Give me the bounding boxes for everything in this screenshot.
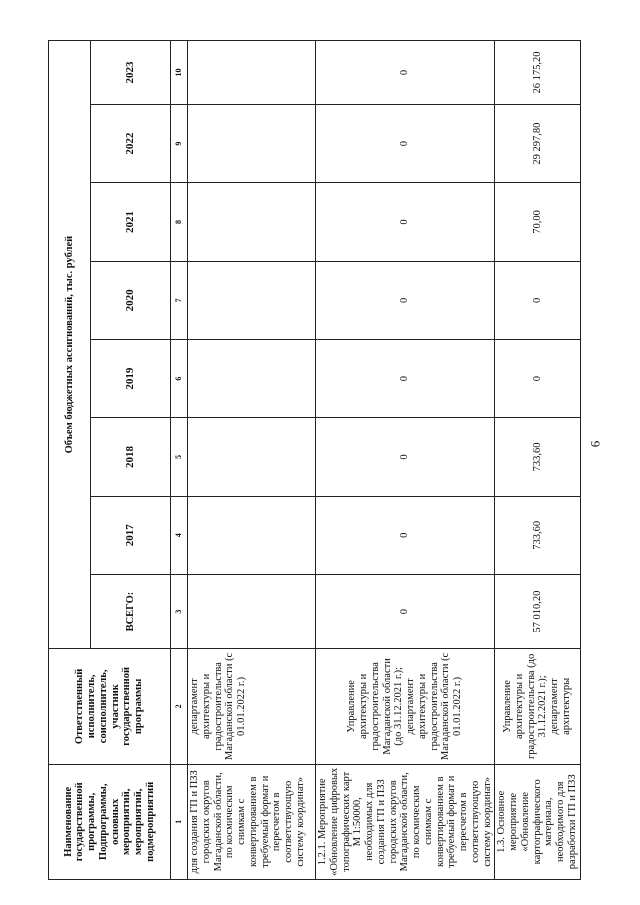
column-number: 9 <box>171 104 188 182</box>
header-year: 2020 <box>91 261 171 339</box>
row-value <box>188 41 316 105</box>
row-value <box>188 104 316 182</box>
header-total: ВСЕГО: <box>91 574 171 648</box>
column-number: 5 <box>171 418 188 496</box>
column-number: 10 <box>171 41 188 105</box>
column-number: 6 <box>171 339 188 417</box>
rotated-table-container <box>48 40 584 880</box>
column-number: 8 <box>171 183 188 261</box>
row-executor: Управление архитектуры и градостроительства (до 31.12.2021 г.); департамент архитектуры <box>495 649 580 764</box>
row-value: 733,60 <box>495 418 580 496</box>
row-value: 0 <box>316 496 495 574</box>
column-number: 7 <box>171 261 188 339</box>
row-value: 0 <box>495 339 580 417</box>
header-year: 2017 <box>91 496 171 574</box>
row-value: 0 <box>316 574 495 648</box>
row-value: 26 175,20 <box>495 41 580 105</box>
table-row <box>316 41 495 880</box>
row-value: 70,00 <box>495 183 580 261</box>
row-executor: департамент архитектуры и градостроительства Магаданской области (с 01.01.2022 г.) <box>188 649 316 764</box>
row-value <box>188 418 316 496</box>
column-number: 1 <box>171 764 188 879</box>
table-row <box>188 41 316 880</box>
header-year: 2019 <box>91 339 171 417</box>
row-name: 1.3. Основное мероприятие «Обновление картографического материала, необходимого для разработки ГП и ПЗЗ <box>495 764 580 879</box>
page-number: 6 <box>587 440 603 448</box>
row-value <box>188 183 316 261</box>
column-number: 4 <box>171 496 188 574</box>
header-budget-title: Объем бюджетных ассигнований, тыс. рублей <box>49 41 91 649</box>
row-name: для создания ГП и ПЗЗ городских округов Магаданской области, по космическим снимкам с конвертированием в требуемый формат и пересчетом в соответствующую систему координат» <box>188 764 316 879</box>
row-value: 0 <box>316 261 495 339</box>
row-value: 29 297,80 <box>495 104 580 182</box>
row-value <box>188 496 316 574</box>
row-value <box>188 339 316 417</box>
header-year: 2018 <box>91 418 171 496</box>
row-name: 1.2.1. Мероприятие «Обновление цифровых топографических карт М 1:50000, необходимых для создания ГП и ПЗЗ городских округов Магаданской области, по космическим снимкам с конвертированием в требуемый формат и пересчетом в соответствующую систему координат» <box>316 764 495 879</box>
row-value: 0 <box>316 104 495 182</box>
row-value: 733,60 <box>495 496 580 574</box>
row-value: 0 <box>316 41 495 105</box>
row-value: 57 010,20 <box>495 574 580 648</box>
row-executor: Управление архитектуры и градостроительства Магаданской области (до 31.12.2021 г.); департамент архитектуры и градостроительства Магаданской области (с 01.01.2022 г.) <box>316 649 495 764</box>
row-value <box>188 261 316 339</box>
table-row <box>495 41 580 880</box>
column-number: 3 <box>171 574 188 648</box>
row-value: 0 <box>316 183 495 261</box>
row-value: 0 <box>316 418 495 496</box>
budget-table <box>48 40 581 880</box>
header-year: 2021 <box>91 183 171 261</box>
header-executor-col: Ответственный исполнитель, соисполнитель, участник государственной программы <box>49 649 171 764</box>
header-year: 2022 <box>91 104 171 182</box>
header-name-col: Наименование государственной программы, Подпрограммы, основных мероприятий, мероприятий, подмероприятий <box>49 764 171 879</box>
row-value: 0 <box>495 261 580 339</box>
column-number: 2 <box>171 649 188 764</box>
row-value <box>188 574 316 648</box>
header-year: 2023 <box>91 41 171 105</box>
row-value: 0 <box>316 339 495 417</box>
